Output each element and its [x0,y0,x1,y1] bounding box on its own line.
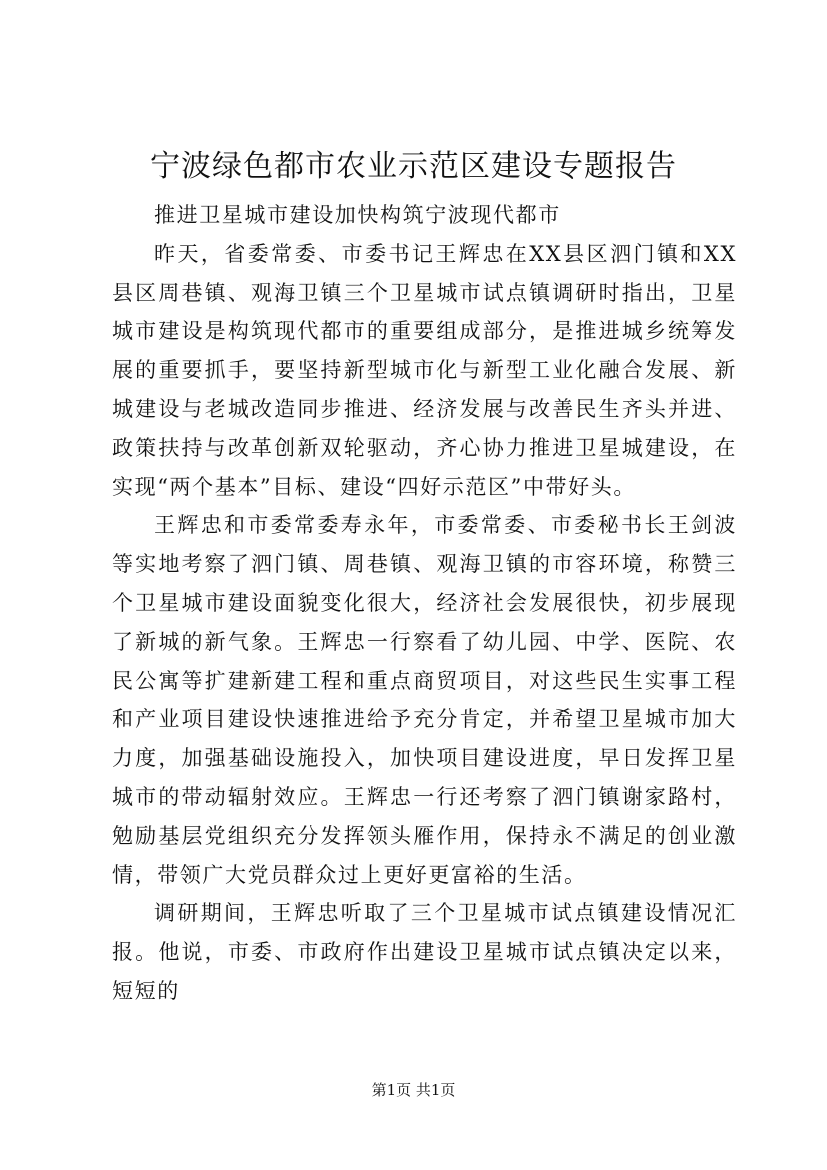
paragraph: 昨天，省委常委、市委书记王辉忠在XX县区泗门镇和XX县区周巷镇、观海卫镇三个卫星城市试点镇调研时指出，卫星城市建设是构筑现代都市的重要组成部分，是推进城乡统筹发展的重要抓手，要坚持新型城市化与新型工业化融合发展、新城建设与老城改造同步推进、经济发展与改善民生齐头并进、政策扶持与改革创新双轮驱动，齐心协力推进卫星城建设，在实现“两个基本”目标、建设“四好示范区”中带好头。 [112,241,737,499]
paragraph: 调研期间，王辉忠听取了三个卫星城市试点镇建设情况汇报。他说，市委、市政府作出建设卫星城市试点镇决定以来，短短的 [112,901,737,1003]
paragraph: 王辉忠和市委常委寿永年，市委常委、市委秘书长王剑波等实地考察了泗门镇、周巷镇、观海卫镇的市容环境，称赞三个卫星城市建设面貌变化很大，经济社会发展很快，初步展现了新城的新气象。王辉忠一行察看了幼儿园、中学、医院、农民公寓等扩建新建工程和重点商贸项目，对这些民生实事工程和产业项目建设快速推进给予充分肯定，并希望卫星城市加大力度，加强基础设施投入，加快项目建设进度，早日发挥卫星城市的带动辐射效应。王辉忠一行还考察了泗门镇谢家路村，勉励基层党组织充分发挥领头雁作用，保持永不满足的创业激情，带领广大党员群众过上更好更富裕的生活。 [112,513,737,887]
document-title: 宁波绿色都市农业示范区建设专题报告 [150,149,677,184]
document-body [112,196,737,1011]
page-number-footer: 第1页 共1页 [371,1081,456,1099]
paragraph-subtitle: 推进卫星城市建设加快构筑宁波现代都市 [154,203,561,227]
